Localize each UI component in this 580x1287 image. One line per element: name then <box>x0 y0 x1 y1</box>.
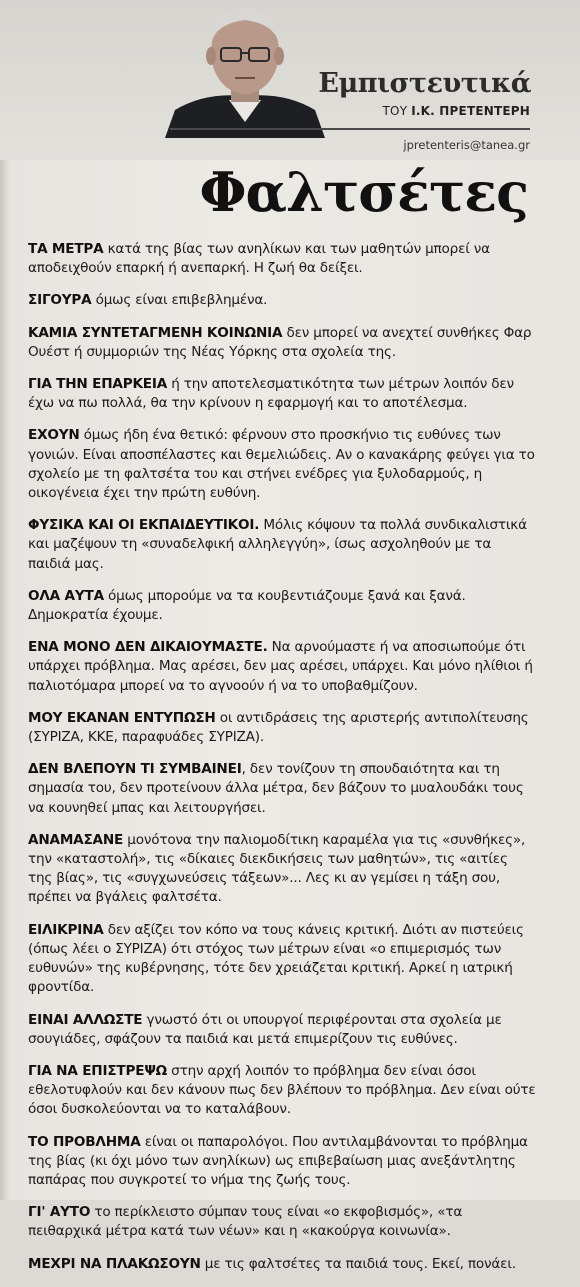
paragraph-text: , δεν τονίζουν τη σπουδαιότητα και τη σημασία του, δεν προτείνουν άλλα μέτρα, δεν βάζουν το μυαλουδάκι τους να κουνηθεί μπας και λειτουργήσει. <box>28 761 524 816</box>
article-headline: Φαλτσέτες <box>199 160 528 224</box>
article-paragraph <box>28 709 536 747</box>
paragraph-text: Να αρνούμαστε ή να αποσιωπούμε ότι υπάρχει πρόβλημα. Μας αρέσει, δεν μας αρέσει, υπάρχει. Και μόνο ηλίθιοι ή παλιοτόμαρα μπορεί να το αγνοούν ή να το υποβαθμίζουν. <box>28 639 533 694</box>
paragraph-lead: ΣΙΓΟΥΡΑ <box>28 292 92 309</box>
byline-prefix: ΤΟΥ <box>382 104 408 118</box>
article-paragraph <box>28 291 536 310</box>
paragraph-text: όμως είναι επιβεβλημένα. <box>91 292 268 309</box>
paragraph-text: οι αντιδράσεις της αριστερής αντιπολίτευσης (ΣΥΡΙΖΑ, ΚΚΕ, παραφυάδες ΣΥΡΙΖΑ). <box>28 709 529 746</box>
paragraph-lead: ΕΙΝΑΙ ΑΛΛΩΣΤΕ <box>28 1011 143 1028</box>
article-paragraph <box>28 1011 536 1049</box>
page-edge-shadow <box>0 0 10 1200</box>
article-paragraph <box>28 1133 536 1191</box>
paragraph-lead: ΤΟ ΠΡΟΒΛΗΜΑ <box>28 1133 141 1150</box>
article-paragraph <box>28 426 536 503</box>
paragraph-lead: ΕΧΟΥΝ <box>28 427 80 444</box>
paragraph-lead: ΔΕΝ ΒΛΕΠΟΥΝ ΤΙ ΣΥΜΒΑΙΝΕΙ <box>28 761 242 778</box>
paragraph-lead: ΜΕΧΡΙ ΝΑ ΠΛΑΚΩΣΟΥΝ <box>28 1255 201 1272</box>
paragraph-lead: ΓΙΑ ΤΗΝ ΕΠΑΡΚΕΙΑ <box>28 376 168 393</box>
article-paragraph <box>28 240 536 278</box>
paragraph-lead: ΤΑ ΜΕΤΡΑ <box>28 241 104 257</box>
paragraph-text: μονότονα την παλιομοδίτικη καραμέλα για τις «συνθήκες», την «καταστολή», τις «δίκαιες διεκδικήσεις των μαθητών», τις «αιτίες της βίας», τις «συγχωνεύσεις τάξεων»... Λες κι αν γεμίσει η τάξη σου, πρέπει να βγάλεις φαλτσέτα. <box>28 831 526 906</box>
paragraph-lead: ΜΟΥ ΕΚΑΝΑΝ ΕΝΤΥΠΩΣΗ <box>28 709 216 726</box>
column-header <box>0 0 580 160</box>
paragraph-text: κατά της βίας των ανηλίκων και των μαθητών μπορεί να αποδειχθούν επαρκή ή ανεπαρκή. Η ζωή θα δείξει. <box>28 241 490 277</box>
article-paragraph <box>28 638 536 696</box>
article-paragraph <box>28 831 536 908</box>
paragraph-text: όμως μπορούμε να τα κουβεντιάζουμε ξανά και ξανά. Δημοκρατία έχουμε. <box>28 587 466 624</box>
paragraph-text: γνωστό ότι οι υπουργοί περιφέρονται στα σχολεία με σουγιάδες, σφάζουν τα παιδιά και μετά επιμερίζουν τις ευθύνες. <box>28 1011 502 1047</box>
paragraph-text: Μόλις κόψουν τα πολλά συνδικαλιστικά και μαζέψουν τη «συναδελφική αλληλεγγύη», ίσως ασχοληθούν με τα παιδιά μας. <box>28 517 527 572</box>
paragraph-lead: ΕΝΑ ΜΟΝΟ ΔΕΝ ΔΙΚΑΙΟΥΜΑΣΤΕ. <box>28 639 268 656</box>
article-paragraph <box>28 516 536 574</box>
author-email: jpretenteris@tanea.gr <box>403 138 530 152</box>
paragraph-text: δεν αξίζει τον κόπο να τους κάνεις κριτική. Διότι αν πιστεύεις (όπως λέει ο ΣΥΡΙΖΑ) ότι στόχος των μέτρων είναι «ο επιμερισμός των ευθυνών» της κυβέρνησης, τότε δεν χρειάζεται κριτική. Αρκεί η ιατρική φροντίδα. <box>28 921 524 996</box>
article-paragraph <box>28 760 536 818</box>
paragraph-lead: ΑΝΑΜΑΣΑΝΕ <box>28 831 124 848</box>
paragraph-lead: ΚΑΜΙΑ ΣΥΝΤΕΤΑΓΜΕΝΗ ΚΟΙΝΩΝΙΑ <box>28 324 283 341</box>
article-body <box>28 240 536 1287</box>
paragraph-text: το περίκλειστο σύμπαν τους είναι «ο εκφοβισμός», «τα πειθαρχικά μέτρα κατά των νέων» και η «κακούργα κοινωνία». <box>28 1204 463 1240</box>
header-rule <box>170 128 530 130</box>
article-paragraph <box>28 921 536 998</box>
byline-name: Ι.Κ. ΠΡΕΤΕΝΤΕΡΗ <box>411 104 530 118</box>
article-paragraph <box>28 324 536 362</box>
paragraph-text: όμως ήδη ένα θετικό: φέρνουν στο προσκήνιο τις ευθύνες των γονιών. Είναι αποσπέλαστες και θεμελιώδεις. Αν ο κανακάρης φεύγει για το σχολείο με τη φαλτσέτα του και στήνει ενέδρες για ξυλοδαρμούς, η οικογένεια έχει την πρώτη ευθύνη. <box>28 427 535 502</box>
article-paragraph <box>28 587 536 625</box>
paragraph-lead: ΓΙ' ΑΥΤΟ <box>28 1204 91 1221</box>
paragraph-text: δεν μπορεί να ανεχτεί συνθήκες Φαρ Ουέστ ή συμμοριών της Νέας Υόρκης στα σχολεία της. <box>28 324 532 360</box>
column-title: Εμπιστευτικά <box>318 68 531 99</box>
article-paragraph <box>28 375 536 413</box>
paragraph-lead: ΕΙΛΙΚΡΙΝΑ <box>28 921 104 938</box>
article-paragraph <box>28 1255 536 1274</box>
columnist-portrait <box>165 0 325 138</box>
paragraph-text: ή την αποτελεσματικότητα των μέτρων λοιπόν δεν έχω να πω πολλά, θα την κρίνουν η εφαρμογή και το αποτέλεσμα. <box>28 376 514 412</box>
paragraph-lead: ΟΛΑ ΑΥΤΑ <box>28 587 104 604</box>
article-paragraph <box>28 1203 536 1241</box>
article-paragraph <box>28 1062 536 1120</box>
paragraph-lead: ΓΙΑ ΝΑ ΕΠΙΣΤΡΕΨΩ <box>28 1062 168 1079</box>
paragraph-lead: ΦΥΣΙΚΑ ΚΑΙ ΟΙ ΕΚΠΑΙΔΕΥΤΙΚΟΙ. <box>28 517 260 534</box>
paragraph-text: στην αρχή λοιπόν το πρόβλημα δεν είναι όσοι εθελοτυφλούν και δεν κάνουν πως δεν βλέπουν το πρόβλημα. Δεν είναι ούτε όσοι δυσκολεύονται να το καταλάβουν. <box>28 1062 536 1118</box>
byline <box>350 104 530 118</box>
paragraph-text: είναι οι παπαρολόγοι. Που αντιλαμβάνονται το πρόβλημα της βίας (κι όχι μόνο των ανηλίκων) ως επιβεβαίωση μιας ανεξάντλητης παπάρας που συγκροτεί το νήμα της ζωής τους. <box>28 1133 528 1188</box>
paragraph-text: με τις φαλτσέτες τα παιδιά τους. Εκεί, πονάει. <box>200 1255 516 1272</box>
